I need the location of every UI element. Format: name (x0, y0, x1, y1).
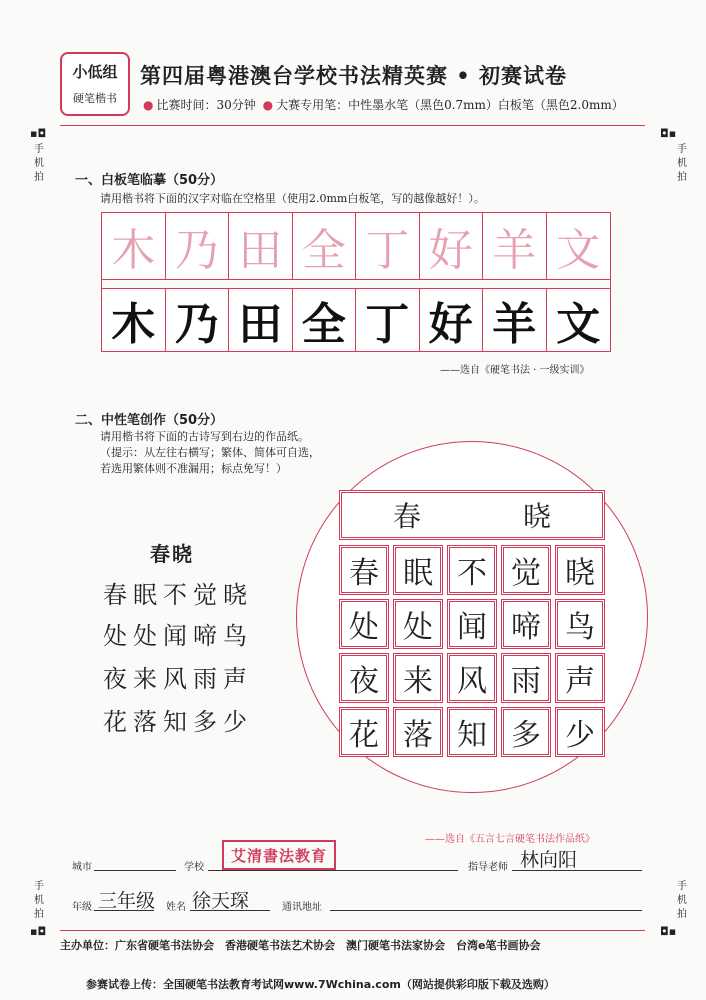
group-badge (60, 52, 130, 116)
bullet-icon: ● (262, 98, 274, 112)
artwork-cell: 雨 (501, 653, 551, 703)
trace-cell: 文 (556, 225, 601, 276)
trace-cell: 木 (102, 213, 166, 279)
artwork-cell: 夜 (339, 653, 389, 703)
header-divider (60, 125, 645, 126)
camera-icon: ▪◘ (30, 925, 47, 938)
section1-source: ——选自《硬笔书法 · 一级实训》 (440, 365, 590, 376)
group-label: 小低组 (72, 63, 118, 81)
artwork-cell: 少 (555, 707, 605, 757)
artwork-cell: 不 (447, 545, 497, 595)
section2-source: ——选自《五言七言硬笔书法作品纸》 (425, 834, 595, 845)
city-field[interactable] (94, 870, 176, 871)
written-cell: 丁 (356, 289, 420, 351)
side-note-top-right: 手机拍 (677, 144, 687, 183)
artwork-cell: 闻 (447, 599, 497, 649)
trace-cell: 全 (293, 213, 357, 279)
instruction-line: 若选用繁体则不准漏用；标点免写！） (100, 462, 287, 475)
poem-title: 春晓 (150, 542, 194, 566)
exam-subtitle (140, 96, 624, 113)
poem-line: 春眠不觉晓 (103, 581, 253, 609)
group-sublabel: 硬笔楷书 (73, 92, 117, 105)
artwork-cell: 落 (393, 707, 443, 757)
city-label: 城市 (72, 862, 92, 873)
artwork-cell: 春 (339, 545, 389, 595)
school-label: 学校 (184, 862, 204, 873)
artwork-cell: 花 (339, 707, 389, 757)
section1-instruction: 请用楷书将下面的汉字对临在空格里（使用2.0mm白板笔，写的越像越好！）。 (100, 192, 485, 205)
artwork-cell: 来 (393, 653, 443, 703)
written-cell: 文 (556, 299, 601, 350)
written-cell: 乃 (166, 289, 230, 351)
artwork-cell: 觉 (501, 545, 551, 595)
artwork-title-char: 春 (392, 500, 421, 533)
artwork-title-box (339, 490, 605, 540)
artwork-cell: 多 (501, 707, 551, 757)
sponsors: 主办单位：广东省硬笔书法协会 香港硬笔书法艺术协会 澳门硬笔书法家协会 台湾e笔书画协会 (60, 939, 541, 952)
name-label: 姓名 (166, 902, 186, 913)
bullet-icon: ● (143, 98, 154, 112)
address-label: 通讯地址 (282, 902, 322, 913)
name-value: 徐天琛 (192, 890, 250, 912)
section2-title: 二、中性笔创作（50分） (75, 413, 224, 428)
address-field[interactable] (330, 910, 642, 911)
written-row (102, 289, 610, 351)
artwork-cell: 风 (447, 653, 497, 703)
footer-divider (60, 930, 645, 931)
side-note-top-left: 手机拍 (34, 144, 44, 183)
artwork-cell: 声 (555, 653, 605, 703)
artwork-cell: 知 (447, 707, 497, 757)
trace-cell: 丁 (356, 213, 420, 279)
upload-notice: 参赛试卷上传：全国硬笔书法教育考试网www.7Wchina.com（网站提供彩印版下载及选购） (86, 978, 555, 991)
trace-cell: 羊 (483, 213, 547, 279)
artwork-cell: 处 (393, 599, 443, 649)
poem-line: 处处闻啼鸟 (103, 622, 253, 650)
exam-time: 比赛时间：30分钟 (156, 98, 256, 112)
artwork-grid (339, 545, 605, 757)
teacher-value: 林向阳 (520, 849, 578, 871)
page-title: 第四届粤港澳台学校书法精英赛 • 初赛试卷 (140, 63, 568, 88)
trace-cell: 好 (420, 213, 484, 279)
teacher-label: 指导老师 (468, 862, 508, 873)
artwork-cell: 眠 (393, 545, 443, 595)
written-cell: 好 (420, 289, 484, 351)
trace-cell: 乃 (166, 213, 230, 279)
written-cell: 田 (229, 289, 293, 351)
side-note-bottom-left: 手机拍 (34, 881, 44, 920)
written-cell: 全 (293, 289, 357, 351)
grade-value: 三年级 (98, 890, 156, 912)
school-stamp: 艾清書法教育 (222, 840, 336, 870)
artwork-cell: 晓 (555, 545, 605, 595)
grade-label: 年级 (72, 902, 92, 913)
camera-icon: ◘▪ (660, 127, 677, 140)
artwork-cell: 啼 (501, 599, 551, 649)
artwork-title-char: 晓 (522, 500, 551, 533)
written-cell: 木 (102, 289, 166, 351)
exam-pens: 大赛专用笔：中性墨水笔（黑色0.7mm）白板笔（黑色2.0mm） (276, 98, 624, 112)
camera-icon: ◘▪ (660, 925, 677, 938)
practice-grid (101, 212, 611, 352)
poem-line: 夜来风雨声 (103, 665, 253, 693)
artwork-cell: 处 (339, 599, 389, 649)
school-field[interactable] (208, 870, 458, 871)
side-note-bottom-right: 手机拍 (677, 881, 687, 920)
trace-cell: 田 (229, 213, 293, 279)
camera-icon: ▪◘ (30, 127, 47, 140)
trace-row (102, 213, 610, 279)
instruction-line: （提示：从左往右横写；繁体、简体可自选， (100, 446, 320, 459)
written-cell: 羊 (483, 289, 547, 351)
instruction-line: 请用楷书将下面的古诗写到右边的作品纸。 (100, 430, 309, 443)
section2-instruction (100, 429, 320, 477)
artwork-cell: 鸟 (555, 599, 605, 649)
poem-line: 花落知多少 (103, 708, 253, 736)
section1-title: 一、白板笔临摹（50分） (75, 173, 224, 188)
